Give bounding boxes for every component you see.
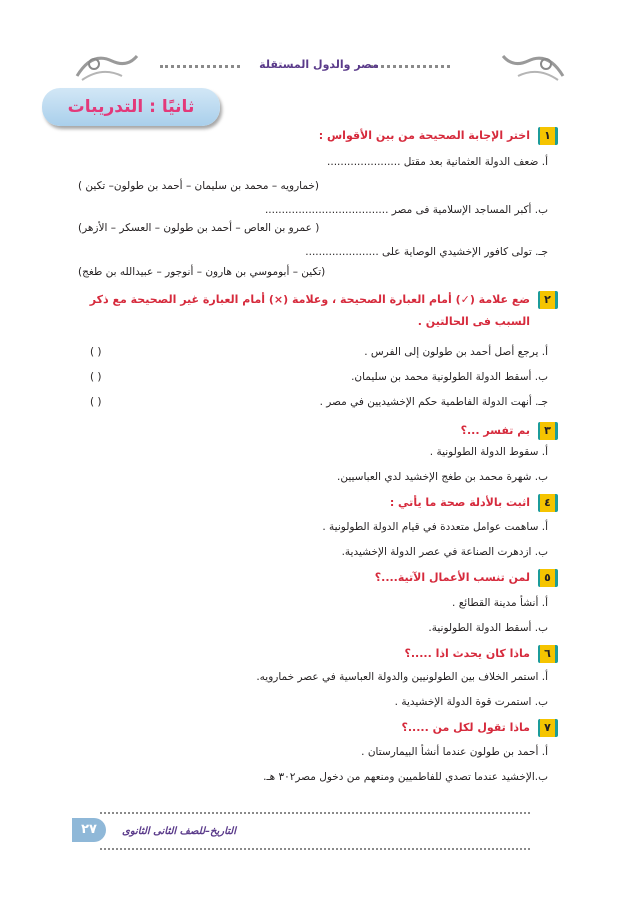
- q2-item-c-answer: ( ): [90, 396, 102, 408]
- question-1-prompt: اختر الإجابة الصحيحة من بين الأقواس :: [318, 129, 530, 142]
- question-7-prompt: ماذا تقول لكل من .....؟: [401, 721, 530, 734]
- q1-item-a: أ. ضعف الدولة العثمانية بعد مقتل ......................: [327, 156, 548, 168]
- question-1-badge: ١: [536, 127, 558, 145]
- q1-item-b-options: ( عمرو بن العاص – أحمد بن طولون – العسكر – الأزهر): [78, 222, 320, 234]
- q6-item-b: ب. استمرت قوة الدولة الإخشيدية .: [394, 696, 548, 708]
- q7-item-a: أ. أحمد بن طولون عندما أنشأ البيمارستان .: [361, 746, 548, 758]
- q4-item-b: ب. ازدهرت الصناعة في عصر الدولة الإخشيدية.: [341, 546, 548, 558]
- question-2-badge: ٢: [536, 291, 558, 309]
- header-title: مصر والدول المستقلة: [259, 58, 379, 71]
- q2-item-b: ب. أسقط الدولة الطولونية محمد بن سليمان.: [351, 371, 548, 383]
- q7-item-b: ب.الإخشيد عندما تصدي للفاطميين ومنعهم من دخول مصر٣٠٢ هـ.: [263, 771, 548, 783]
- question-6-prompt: ماذا كان يحدث اذا .....؟: [404, 647, 530, 660]
- q1-item-b: ب. أكبر المساجد الإسلامية فى مصر .....................................: [264, 204, 548, 216]
- page-number: ٢٧: [72, 818, 106, 842]
- q2-item-b-answer: ( ): [90, 371, 102, 383]
- q1-item-a-options: (خمارويه – محمد بن سليمان – أحمد بن طولون– تكين ): [78, 180, 319, 192]
- q1-item-c-options: (تكين – أبوموسي بن هارون – أنوجور – عبيدالله بن طغج): [78, 266, 326, 278]
- question-3-badge: ٣: [536, 422, 558, 440]
- question-5-prompt: لمن تنسب الأعمال الآتية....؟: [374, 571, 530, 584]
- q5-item-b: ب. أسقط الدولة الطولونية.: [428, 622, 548, 634]
- question-4-badge: ٤: [536, 494, 558, 512]
- question-6-badge: ٦: [536, 645, 558, 663]
- question-5-badge: ٥: [536, 569, 558, 587]
- question-3-prompt: بم تفسر ...؟: [460, 424, 530, 437]
- q5-item-a: أ. أنشأ مدينة القطائع .: [452, 597, 548, 609]
- footer-text: التاريخ–للصف الثانى الثانوى: [122, 826, 236, 837]
- question-4-prompt: اثبت بالأدلة صحة ما يأتي :: [389, 496, 530, 509]
- q3-item-b: ب. شهرة محمد بن طغج الإخشيد لدي العباسيين.: [336, 471, 548, 483]
- q3-item-a: أ. سقوط الدولة الطولونية .: [429, 446, 548, 458]
- section-title: ثانيًا : التدريبات: [42, 88, 220, 126]
- q2-item-a-answer: ( ): [90, 346, 102, 358]
- q1-item-c: جـ. تولى كافور الإخشيدي الوصاية على ......................: [305, 246, 548, 258]
- question-7-badge: ٧: [536, 719, 558, 737]
- q2-item-c: جـ. أنهت الدولة الفاطمية حكم الإخشيديين في مصر .: [319, 396, 548, 408]
- q4-item-a: أ. ساهمت عوامل متعددة في قيام الدولة الطولونية .: [322, 521, 548, 533]
- q6-item-a: أ. استمر الخلاف بين الطولونيين والدولة العباسية في عصر خمارويه.: [256, 671, 548, 683]
- q2-item-a: أ. يرجع أصل أحمد بن طولون إلى الفرس .: [364, 346, 548, 358]
- question-2-prompt: ضع علامة (✓) أمام العبارة الصحيحة ، وعلامة (×) أمام العبارة غير الصحيحة مع ذكر السبب فى الحالتين .: [89, 293, 530, 328]
